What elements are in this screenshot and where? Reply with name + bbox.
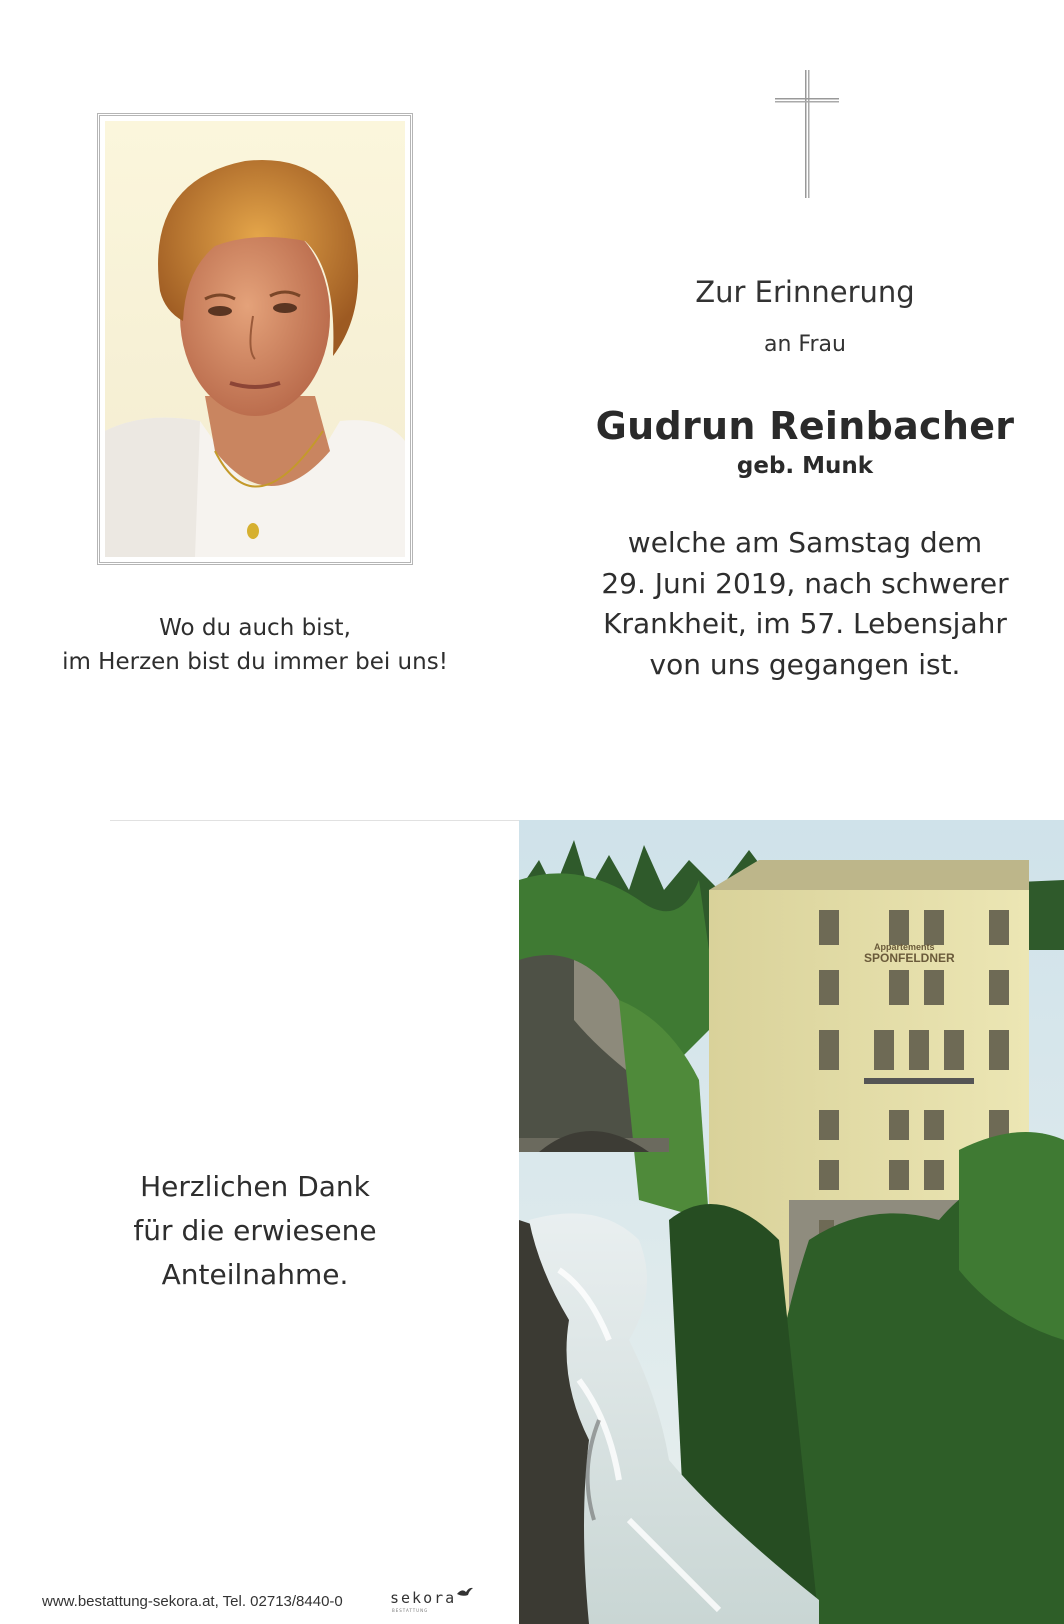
waterfall-landscape-photo <box>519 820 1064 1624</box>
logo-subtext: BESTATTUNG <box>392 1608 429 1613</box>
intro-text: Zur Erinnerung <box>695 275 915 309</box>
sekora-logo <box>390 1588 480 1618</box>
salutation: an Frau <box>764 332 846 357</box>
logo-wordmark: sekora <box>390 1589 457 1607</box>
cross-icon <box>775 70 839 198</box>
thanks-line: Anteilnahme. <box>161 1258 349 1291</box>
portrait-photo <box>105 121 405 557</box>
quote-line: im Herzen bist du immer bei uns! <box>62 649 448 675</box>
memorial-text-line: 29. Juni 2019, nach schwerer <box>601 567 1009 600</box>
deceased-name: Gudrun Reinbacher <box>595 404 1015 448</box>
memorial-text-line: Krankheit, im 57. Lebensjahr <box>603 607 1007 640</box>
maiden-name: geb. Munk <box>736 453 874 479</box>
quote-line: Wo du auch bist, <box>159 615 351 641</box>
footer-contact: www.bestattung-sekora.at, Tel. 02713/8440-0 <box>42 1593 343 1610</box>
thanks-line: für die erwiesene <box>133 1214 377 1247</box>
portrait-frame <box>97 113 413 565</box>
thanks-line: Herzlichen Dank <box>140 1170 370 1203</box>
building-sign-line1: Appartements <box>874 942 935 952</box>
memorial-text-line: von uns gegangen ist. <box>649 648 961 681</box>
bird-icon <box>456 1586 474 1598</box>
memorial-text-line: welche am Samstag dem <box>627 526 983 559</box>
building-sign-line2: SPONFELDNER <box>864 951 955 965</box>
